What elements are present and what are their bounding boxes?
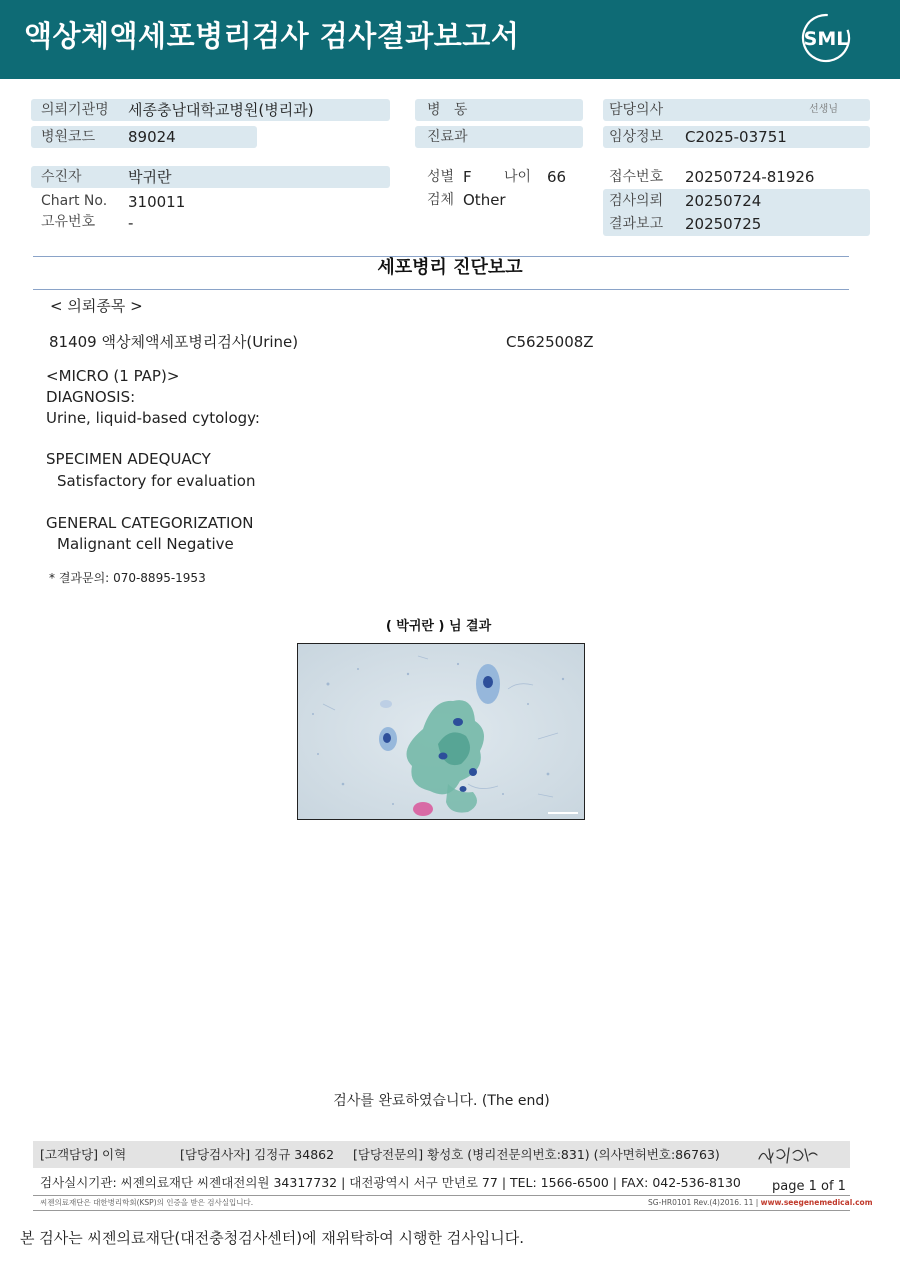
chart-no-label: Chart No. [41,193,108,209]
clinical-info-label: 임상정보 [609,129,664,145]
age-label: 나이 [504,169,532,185]
certification-note: 씨젠의료재단은 대한병리학회(KSP)의 인증을 받은 검사실입니다. [40,1198,254,1207]
form-code: SG-HR0101 Rev.(4)2016. 11 [648,1198,754,1207]
test-code: C5625008Z [506,333,594,351]
diagnosis-text: Urine, liquid-based cytology: [46,409,260,427]
unique-no-label: 고유번호 [41,214,96,230]
hospital-code-value: 89024 [128,128,176,146]
footer-rule [33,1195,850,1196]
patient-row [31,166,390,188]
end-text: 검사를 완료하였습니다. (The end) [333,1093,550,1109]
sex-label: 성별 [427,169,455,185]
report-title: 액상체액세포병리검사 검사결과보고서 [24,19,520,53]
report-date-value: 20250725 [685,215,762,233]
micro-line: <MICRO (1 PAP)> [46,367,180,385]
request-items-label: < 의뢰종목 > [50,297,143,315]
unique-no-value: - [128,214,134,232]
receipt-no-label: 접수번호 [609,169,664,185]
clinical-info-value: C2025-03751 [685,128,787,146]
doctor-label: 담당의사 [609,102,664,118]
footer-separator: | [755,1198,761,1207]
institution-info: 검사실시기관: 씨젠의료재단 씨젠대전의원 34317732 | 대전광역시 서구 만년로 77 | TEL: 1566-6500 | FAX: 042-536-8130 [40,1175,741,1190]
hospital-code-label: 병원코드 [41,129,96,145]
technician: [담당검사자] 김정규 34862 [180,1147,335,1162]
adequacy-text: Satisfactory for evaluation [57,472,256,490]
customer-contact: [고객담당] 이혁 [40,1147,127,1162]
page-number: page 1 of 1 [772,1179,846,1194]
cytology-micrograph [297,643,585,820]
age-value: 66 [547,168,567,186]
requesting-org-value: 세종충남대학교병원(병리과) [128,101,314,119]
footer-links [648,1197,873,1209]
adequacy-heading: SPECIMEN ADEQUACY [46,450,211,468]
specimen-value: Other [463,191,506,209]
ward-label: 병 동 [427,102,468,118]
svg-text:SML: SML [803,28,849,50]
department-label: 진료과 [427,129,468,145]
section-title: 세포병리 진단보고 [377,257,523,278]
request-date-label: 검사의뢰 [609,193,664,209]
image-caption: ( 박귀란 ) 님 결과 [385,619,492,634]
specialist: [담당전문의] 황성호 (병리전문의번호:831) (의사면허번호:86763) [353,1147,720,1162]
sex-value: F [463,168,472,186]
report-date-label: 결과보고 [609,216,664,232]
request-date-value: 20250724 [685,192,762,210]
test-name: 81409 액상체액세포병리검사(Urine) [49,333,299,351]
diagnosis-heading: DIAGNOSIS: [46,388,136,406]
patient-label: 수진자 [41,169,82,185]
report-header [0,0,900,79]
categorization-text: Malignant cell Negative [57,535,234,553]
patient-value: 박귀란 [128,168,172,186]
sml-logo-icon [797,12,855,64]
receipt-no-value: 20250724-81926 [685,168,815,186]
specimen-label: 검체 [427,192,455,208]
bottom-note: 본 검사는 씨젠의료재단(대전충청검사센터)에 재위탁하여 시행한 검사입니다. [20,1229,524,1247]
website-link[interactable]: www.seegenemedical.com [760,1198,873,1207]
requesting-org-label: 의뢰기관명 [41,102,109,118]
inquiry-phone: 070-8895-1953 [113,571,206,585]
footer-rule-bottom [33,1210,850,1211]
section-rule-bottom [33,289,849,290]
doctor-suffix: 선생님 [809,104,838,115]
doctor-signature-icon [755,1143,820,1167]
chart-no-value: 310011 [128,193,186,211]
categorization-heading: GENERAL CATEGORIZATION [46,514,254,532]
result-inquiry [49,568,206,589]
inquiry-label: * 결과문의: [49,571,110,585]
